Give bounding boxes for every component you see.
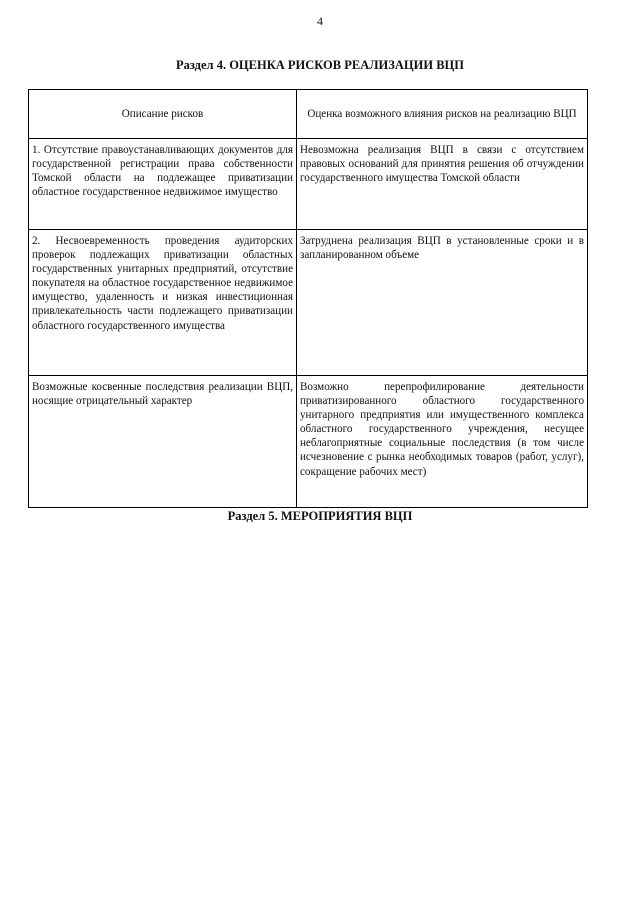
- risk-impact-cell: Затруднена реализация ВЦП в установленные сроки и в запланированном объеме: [297, 230, 588, 376]
- risk-description-cell: 2. Несвоевременность проведения аудиторских проверок подлежащих приватизации областных государственных унитарных предприятий, отсутствие покупателя на областное государственное недвижимое имущество, удаленность и низкая инвестиционная привлекательность части подлежащего приватизации областного государственного имущества: [29, 230, 297, 376]
- table-header-row: [29, 90, 588, 139]
- risk-impact-cell: Невозможна реализация ВЦП в связи с отсутствием правовых оснований для принятия решения об отчуждении государственного имущества Томской области: [297, 139, 588, 230]
- table-row: [29, 376, 588, 508]
- table-row: [29, 230, 588, 376]
- page-number: 4: [317, 14, 323, 28]
- risk-description-cell: 1. Отсутствие правоустанавливающих документов для государственной регистрации права собственности Томской области на подлежащее приватизации областное государственное недвижимое имущество: [29, 139, 297, 230]
- risks-table: [28, 89, 588, 508]
- section-5-title: Раздел 5. МЕРОПРИЯТИЯ ВЦП: [227, 509, 413, 523]
- header-risk-description: Описание рисков: [29, 90, 297, 139]
- risk-impact-cell: Возможно перепрофилирование деятельности приватизированного областного государственного унитарного предприятия или имущественного комплекса областного государственного учреждения, несущее неблагоприятные социальные последствия (в том числе исчезновение с рынка необходимых товаров (работ, услуг), сокращение рабочих мест): [297, 376, 588, 508]
- table-row: [29, 139, 588, 230]
- risk-description-cell: Возможные косвенные последствия реализации ВЦП, носящие отрицательный характер: [29, 376, 297, 508]
- header-risk-impact: Оценка возможного влияния рисков на реализацию ВЦП: [297, 90, 588, 139]
- section-4-title: Раздел 4. ОЦЕНКА РИСКОВ РЕАЛИЗАЦИИ ВЦП: [176, 58, 464, 72]
